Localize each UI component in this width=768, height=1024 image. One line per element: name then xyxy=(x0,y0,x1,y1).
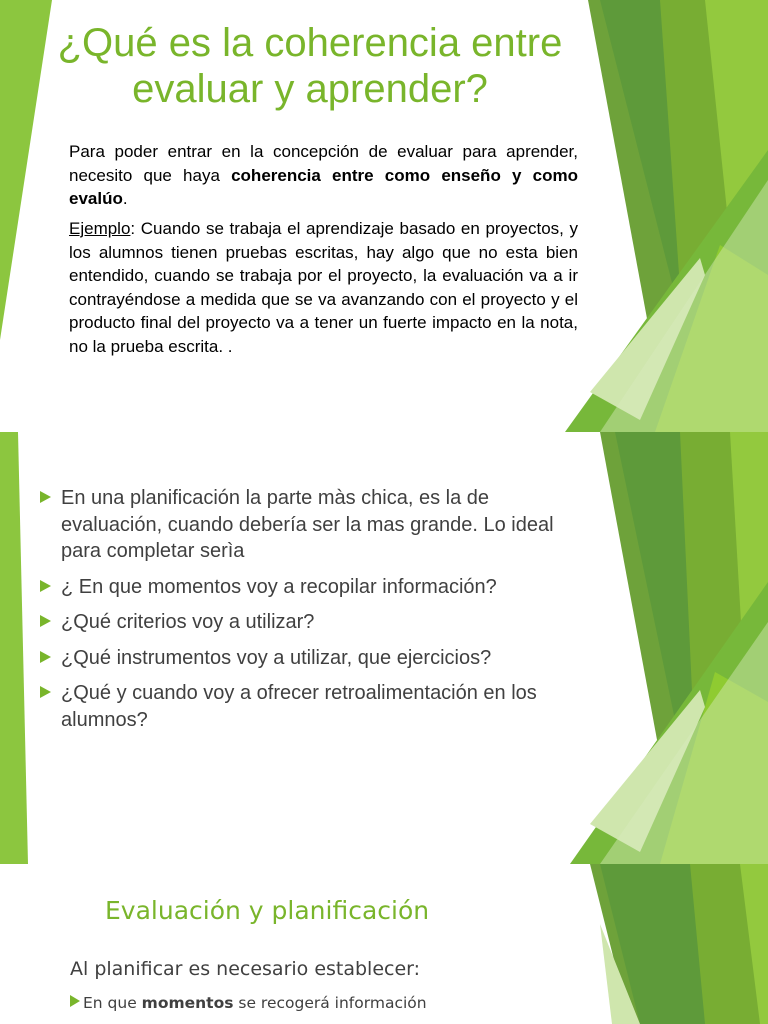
slide-1 xyxy=(0,0,768,432)
section-subtitle: Al planificar es necesario establecer: xyxy=(70,958,421,980)
bullet-arrow-icon xyxy=(70,995,80,1007)
example-paragraph xyxy=(69,217,578,358)
example-text: : Cuando se trabaja el aprendizaje basado en proyectos, y los alumnos tienen pruebas escritas, hay algo que no esta bien entendido, cuando se trabaja por el proyecto, la evaluación va a ir contrayéndose a medida que se va avanzando con el proyecto y el producto final del proyecto va a tener un fuerte impacto en la nota, no la prueba escrita. . xyxy=(69,219,578,356)
intro-bold-text: coherencia entre como enseño y como evalúo xyxy=(69,165,578,208)
list-item xyxy=(40,609,580,636)
slide-2 xyxy=(0,432,768,864)
list-item-text-bold: momentos xyxy=(141,994,234,1012)
list-item-text: En una planificación la parte màs chica, es la de evaluación, cuando debería ser la mas grande. Lo ideal para completar serìa xyxy=(61,487,554,562)
list-item xyxy=(40,680,580,733)
list-item xyxy=(70,994,427,1012)
list-item-text: ¿ En que momentos voy a recopilar información? xyxy=(61,575,497,598)
example-label: Ejemplo xyxy=(69,219,131,238)
bullet-arrow-icon xyxy=(40,491,51,503)
bullet-arrow-icon xyxy=(40,615,51,627)
list-item-text-pre: En que xyxy=(83,994,142,1012)
bullet-arrow-icon xyxy=(40,686,51,698)
list-item xyxy=(40,485,580,565)
intro-paragraph xyxy=(69,140,578,211)
list-item xyxy=(40,574,580,601)
bullet-list xyxy=(40,485,580,742)
list-item-text: ¿Qué criterios voy a utilizar? xyxy=(61,611,315,633)
list-item-text: ¿Qué instrumentos voy a utilizar, que ejercicios? xyxy=(61,646,492,669)
bullet-arrow-icon xyxy=(40,651,51,663)
list-item-text: ¿Qué y cuando voy a ofrecer retroalimentación en los alumnos? xyxy=(61,682,537,731)
intro-text: Para poder entrar en la concepción de evaluar para aprender, necesito que haya xyxy=(69,142,578,185)
intro-end: . xyxy=(122,189,128,208)
slide-title: ¿Qué es la coherencia entre evaluar y aprender? xyxy=(57,21,563,111)
section-title: Evaluación y planificación xyxy=(105,896,430,925)
bullet-arrow-icon xyxy=(40,580,51,592)
list-item-text-post: se recogerá información xyxy=(233,994,427,1012)
list-item xyxy=(40,645,580,672)
